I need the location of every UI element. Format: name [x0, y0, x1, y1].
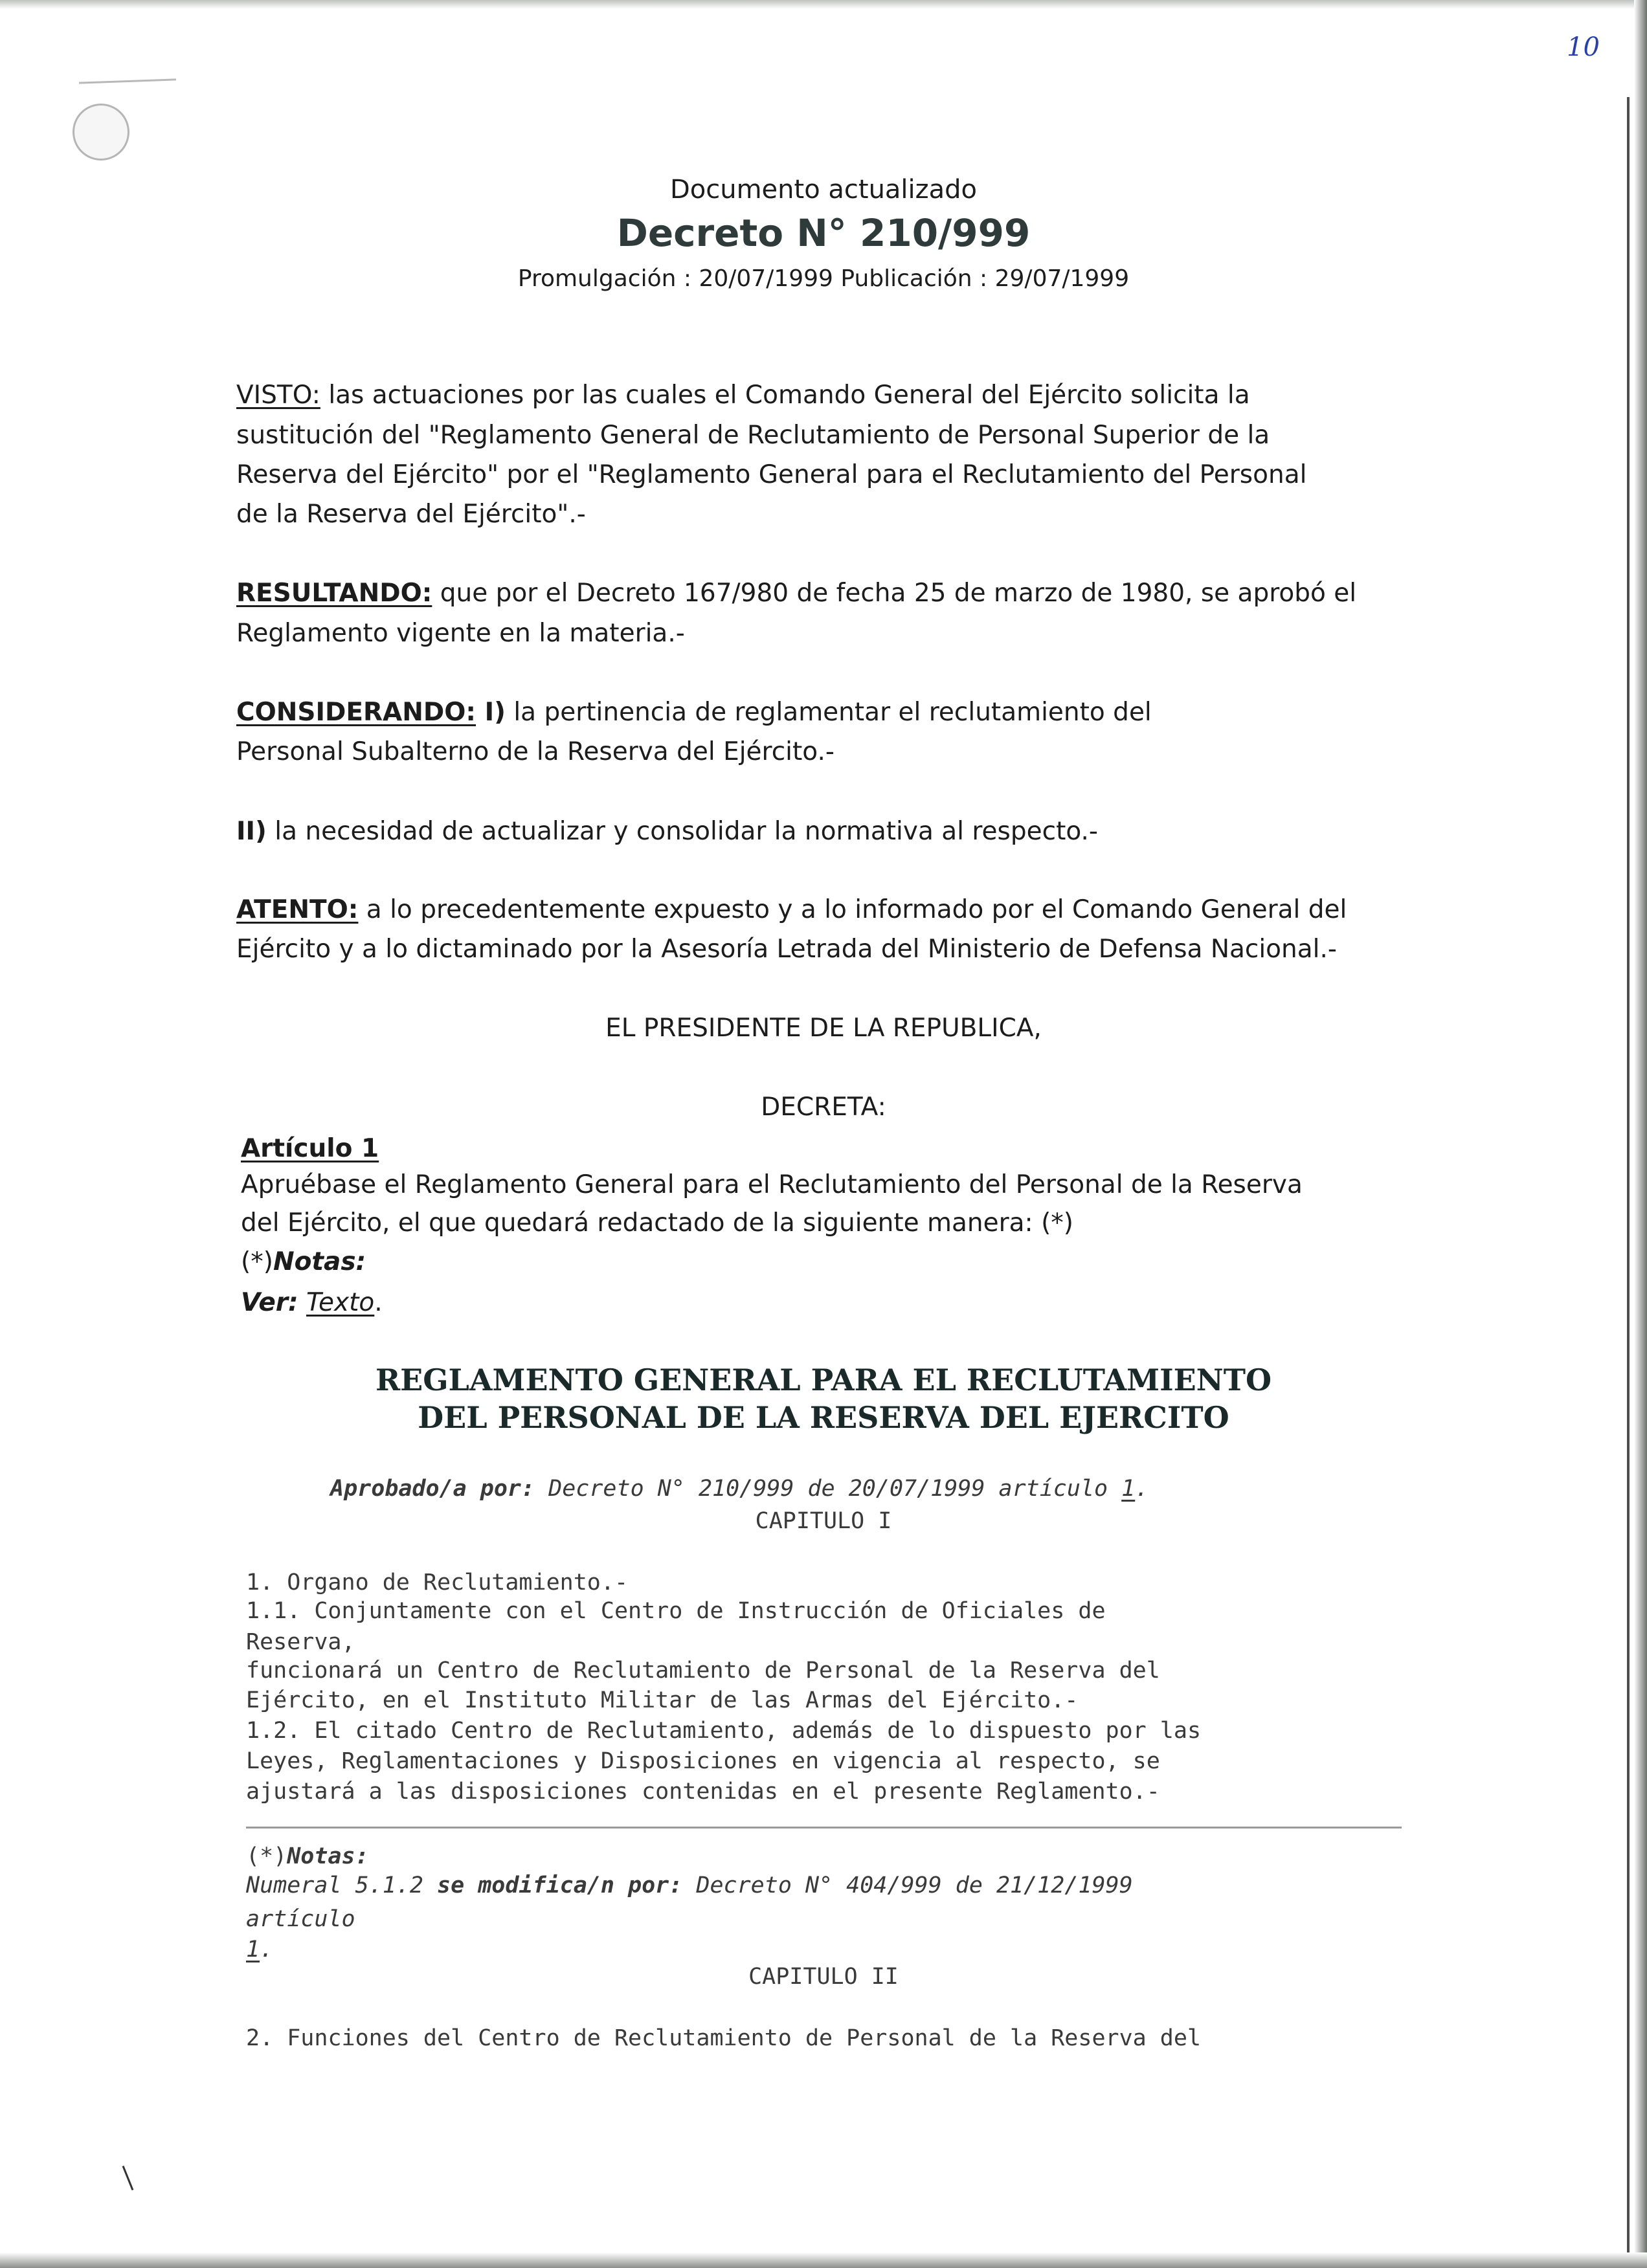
resultando-label: RESULTANDO: [236, 579, 432, 608]
regulation-line-1: 1. Organo de Reclutamiento.- [246, 1570, 629, 1595]
scan-edge-right [1634, 0, 1647, 2268]
atento-line-1: ATENTO: a lo precedentemente expuesto y a lo informado por el Comando General del [236, 895, 1347, 924]
chapter-1-heading: CAPITULO I [755, 1508, 892, 1534]
article-notes: (*)Notas: [241, 1247, 366, 1276]
considerando-line-3: II) la necesidad de actualizar y consolidar la normativa al respecto.- [236, 817, 1099, 846]
visto-line-2: sustitución del "Reglamento General de Reclutamiento de Personal Superior de la [236, 421, 1270, 450]
regulation-last-line: 2. Funciones del Centro de Reclutamiento de Personal de la Reserva del [246, 2025, 1202, 2051]
considerando-line-2: Personal Subalterno de la Reserva del Ejército.- [236, 737, 835, 766]
scan-edge-top [0, 0, 1647, 9]
regulation-notes: (*)Notas: [246, 1843, 369, 1869]
considerando-label: CONSIDERANDO: [236, 698, 476, 727]
article-line-2: del Ejército, el que quedará redactado de la siguiente manera: (*) [241, 1208, 1074, 1238]
atento-label: ATENTO: [236, 895, 359, 924]
modification-line-1: Numeral 5.1.2 se modifica/n por: Decreto N° 404/999 de 21/12/1999 [246, 1873, 1133, 1898]
regulation-line-4: funcionará un Centro de Reclutamiento de Personal de la Reserva del [246, 1658, 1160, 1684]
decreta-line: DECRETA: [761, 1093, 886, 1122]
visto-line-3: Reserva del Ejército" por el "Reglamento General para el Reclutamiento del Personal [236, 460, 1307, 489]
atento-line-2: Ejército y a lo dictaminado por la Asesoría Letrada del Ministerio de Defensa Nacional.- [236, 935, 1337, 964]
regulation-line-8: ajustará a las disposiciones contenidas en el presente Reglamento.- [246, 1779, 1160, 1805]
article-heading: Artículo 1 [241, 1134, 379, 1163]
modification-line-3: 1. [246, 1937, 274, 1962]
approved-line: Aprobado/a por: Decreto N° 210/999 de 20/07/1999 artículo 1. [330, 1476, 1149, 1502]
chapter-2-heading: CAPITULO II [748, 1964, 899, 1990]
article-line-1: Apruébase el Reglamento General para el Reclutamiento del Personal de la Reserva [241, 1170, 1303, 1199]
approved-article-link[interactable]: 1 [1121, 1476, 1136, 1502]
visto-line-4: de la Reserva del Ejército".- [236, 500, 586, 529]
article-ver: Ver: Texto. [241, 1288, 383, 1317]
modification-article-link[interactable]: 1 [246, 1937, 260, 1962]
president-line: EL PRESIDENTE DE LA REPUBLICA, [605, 1014, 1042, 1043]
scan-edge-line [1627, 97, 1630, 2268]
regulation-line-7: Leyes, Reglamentaciones y Disposiciones en vigencia al respecto, se [246, 1748, 1160, 1774]
texto-link[interactable]: Texto [306, 1288, 375, 1317]
resultando-line-1: RESULTANDO: que por el Decreto 167/980 de fecha 25 de marzo de 1980, se aprobó el [236, 579, 1357, 608]
handwritten-page-number: 10 [1567, 32, 1600, 62]
visto-line-1: VISTO: las actuaciones por las cuales el Comando General del Ejército solicita la [236, 381, 1250, 410]
regulation-line-5: Ejército, en el Instituto Militar de las Armas del Ejército.- [246, 1687, 1079, 1713]
regulation-title-line-1: REGLAMENTO GENERAL PARA EL RECLUTAMIENTO [375, 1362, 1272, 1397]
regulation-line-3: Reserva, [246, 1629, 355, 1655]
visto-label: VISTO: [236, 381, 320, 410]
modification-line-2: artículo [246, 1906, 355, 1932]
notes-separator [246, 1827, 1402, 1829]
document-status: Documento actualizado [669, 175, 978, 205]
decree-title: Decreto N° 210/999 [616, 211, 1031, 255]
stray-pen-mark [122, 2166, 134, 2190]
punch-hole [73, 104, 129, 161]
considerando-line-1: CONSIDERANDO: I) la pertinencia de reglamentar el reclutamiento del [236, 698, 1152, 727]
regulation-line-6: 1.2. El citado Centro de Reclutamiento, además de lo dispuesto por las [246, 1718, 1202, 1744]
regulation-title-line-2: DEL PERSONAL DE LA RESERVA DEL EJERCITO [418, 1400, 1229, 1435]
decree-dates: Promulgación : 20/07/1999 Publicación : 29/07/1999 [517, 265, 1130, 292]
regulation-line-2: 1.1. Conjuntamente con el Centro de Instrucción de Oficiales de [246, 1598, 1106, 1624]
scan-edge-bottom [0, 2252, 1647, 2268]
resultando-line-2: Reglamento vigente en la materia.- [236, 619, 685, 648]
staple-mark [79, 78, 176, 83]
